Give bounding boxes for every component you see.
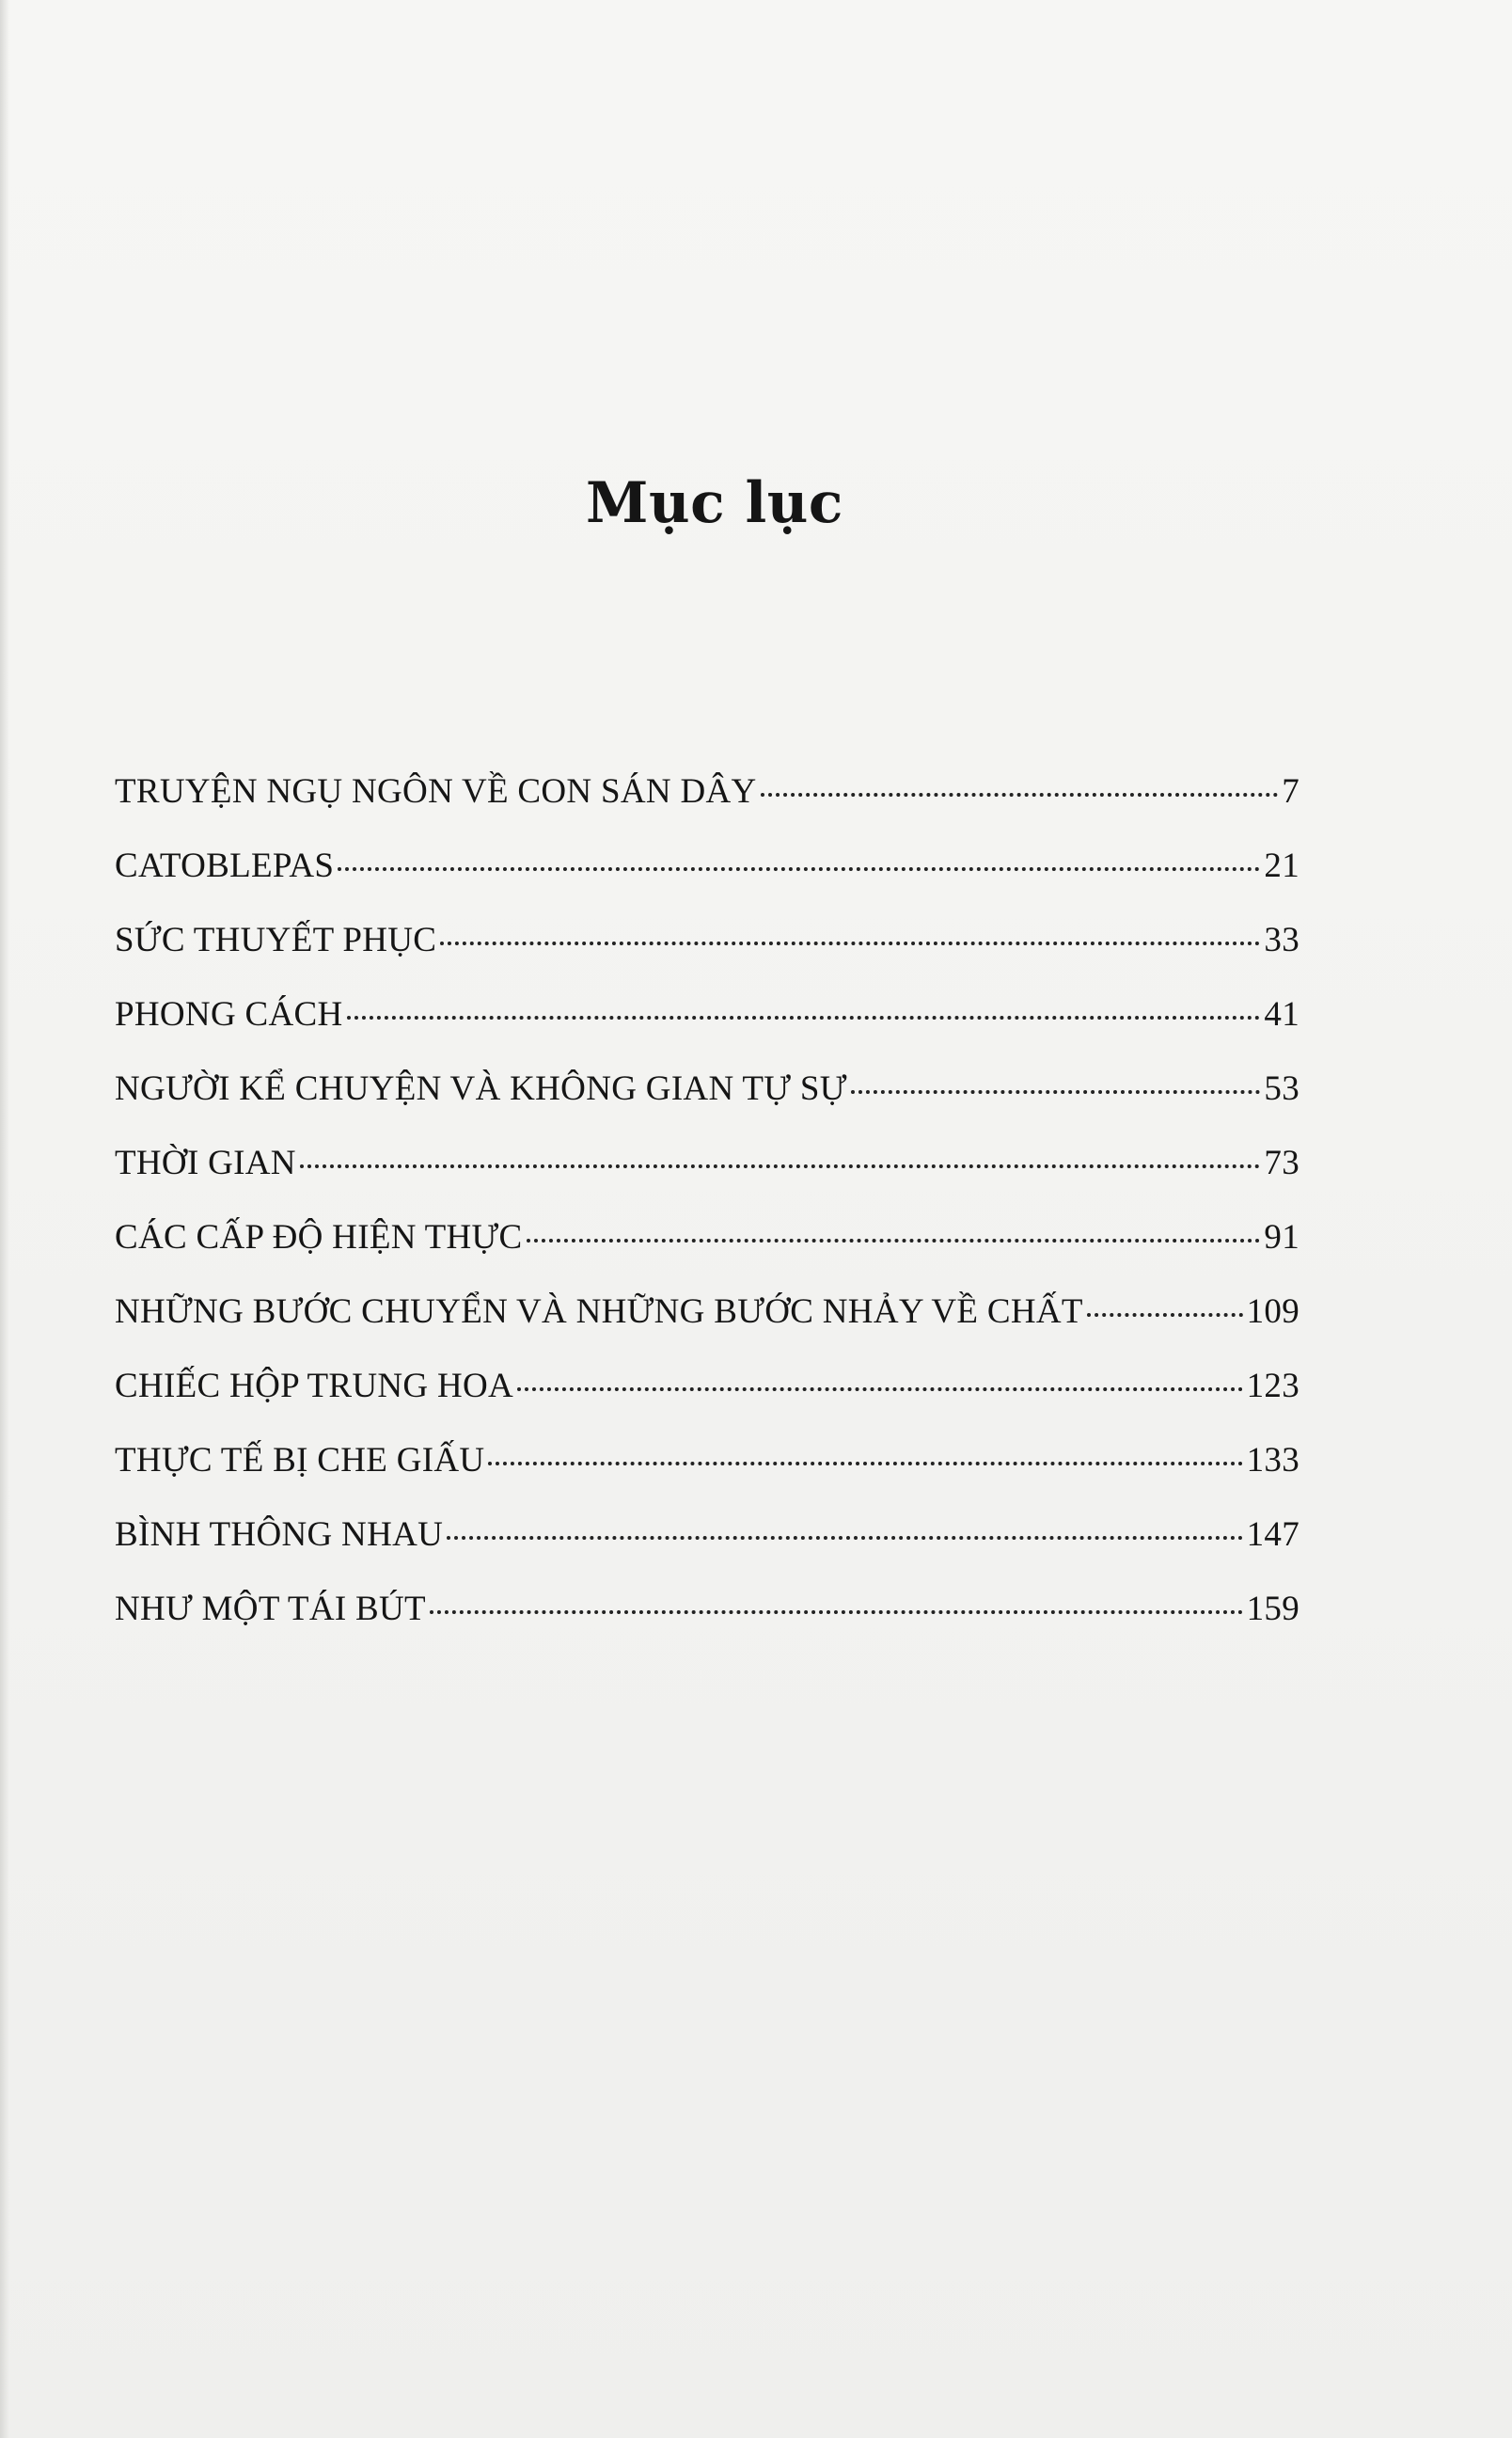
- toc-entry: [115, 920, 1299, 994]
- toc-entry-page: 123: [1246, 1367, 1299, 1405]
- toc-entry: [115, 1440, 1299, 1514]
- toc-entry-title: CHIẾC HỘP TRUNG HOA: [115, 1367, 514, 1405]
- dot-leader: [440, 942, 1260, 945]
- toc-entry-page: 33: [1264, 921, 1299, 959]
- toc-entry-page: 7: [1282, 772, 1299, 811]
- toc-entry-page: 53: [1264, 1069, 1299, 1108]
- toc-entry-page: 73: [1264, 1144, 1299, 1182]
- toc-entry-title: CATOBLEPAS: [115, 847, 335, 885]
- dot-leader: [527, 1239, 1261, 1243]
- toc-entry-title: PHONG CÁCH: [115, 995, 343, 1034]
- toc-entry-title: THỰC TẾ BỊ CHE GIẤU: [115, 1441, 485, 1480]
- dot-leader: [761, 793, 1279, 797]
- toc-entry-title: THỜI GIAN: [115, 1144, 296, 1182]
- toc-entry: [115, 846, 1299, 920]
- dot-leader: [430, 1610, 1243, 1614]
- toc-entry: [115, 1217, 1299, 1291]
- toc-entry-title: TRUYỆN NGỤ NGÔN VỀ CON SÁN DÂY: [115, 772, 757, 811]
- toc-entry: [115, 1589, 1299, 1663]
- page-title: Mục lục: [586, 470, 843, 537]
- toc-entry: [115, 1069, 1299, 1143]
- toc-entry-page: 21: [1264, 847, 1299, 885]
- toc-entry-page: 109: [1246, 1292, 1299, 1331]
- dot-leader: [338, 867, 1260, 871]
- toc-entry-title: CÁC CẤP ĐỘ HIỆN THỰC: [115, 1218, 523, 1257]
- toc-entry: [115, 1366, 1299, 1440]
- dot-leader: [1087, 1313, 1243, 1317]
- table-of-contents: [115, 771, 1299, 1663]
- toc-entry: [115, 994, 1299, 1069]
- toc-entry-title: NHƯ MỘT TÁI BÚT: [115, 1590, 426, 1628]
- dot-leader: [851, 1090, 1261, 1094]
- toc-entry-page: 147: [1246, 1515, 1299, 1554]
- toc-entry-page: 133: [1246, 1441, 1299, 1480]
- dot-leader: [447, 1536, 1242, 1540]
- toc-entry-title: SỨC THUYẾT PHỤC: [115, 921, 437, 959]
- toc-entry-page: 91: [1264, 1218, 1299, 1257]
- dot-leader: [347, 1016, 1261, 1020]
- dot-leader: [488, 1462, 1242, 1465]
- dot-leader: [300, 1164, 1261, 1168]
- toc-entry-page: 159: [1246, 1590, 1299, 1628]
- toc-entry: [115, 771, 1299, 846]
- toc-entry-title: NGƯỜI KỂ CHUYỆN VÀ KHÔNG GIAN TỰ SỰ: [115, 1069, 847, 1108]
- toc-entry: [115, 1143, 1299, 1217]
- toc-entry-title: NHỮNG BƯỚC CHUYỂN VÀ NHỮNG BƯỚC NHẢY VỀ CHẤT: [115, 1292, 1083, 1331]
- toc-entry-page: 41: [1264, 995, 1299, 1034]
- toc-entry: [115, 1514, 1299, 1589]
- dot-leader: [517, 1387, 1243, 1391]
- toc-entry-title: BÌNH THÔNG NHAU: [115, 1515, 444, 1554]
- toc-entry: [115, 1291, 1299, 1366]
